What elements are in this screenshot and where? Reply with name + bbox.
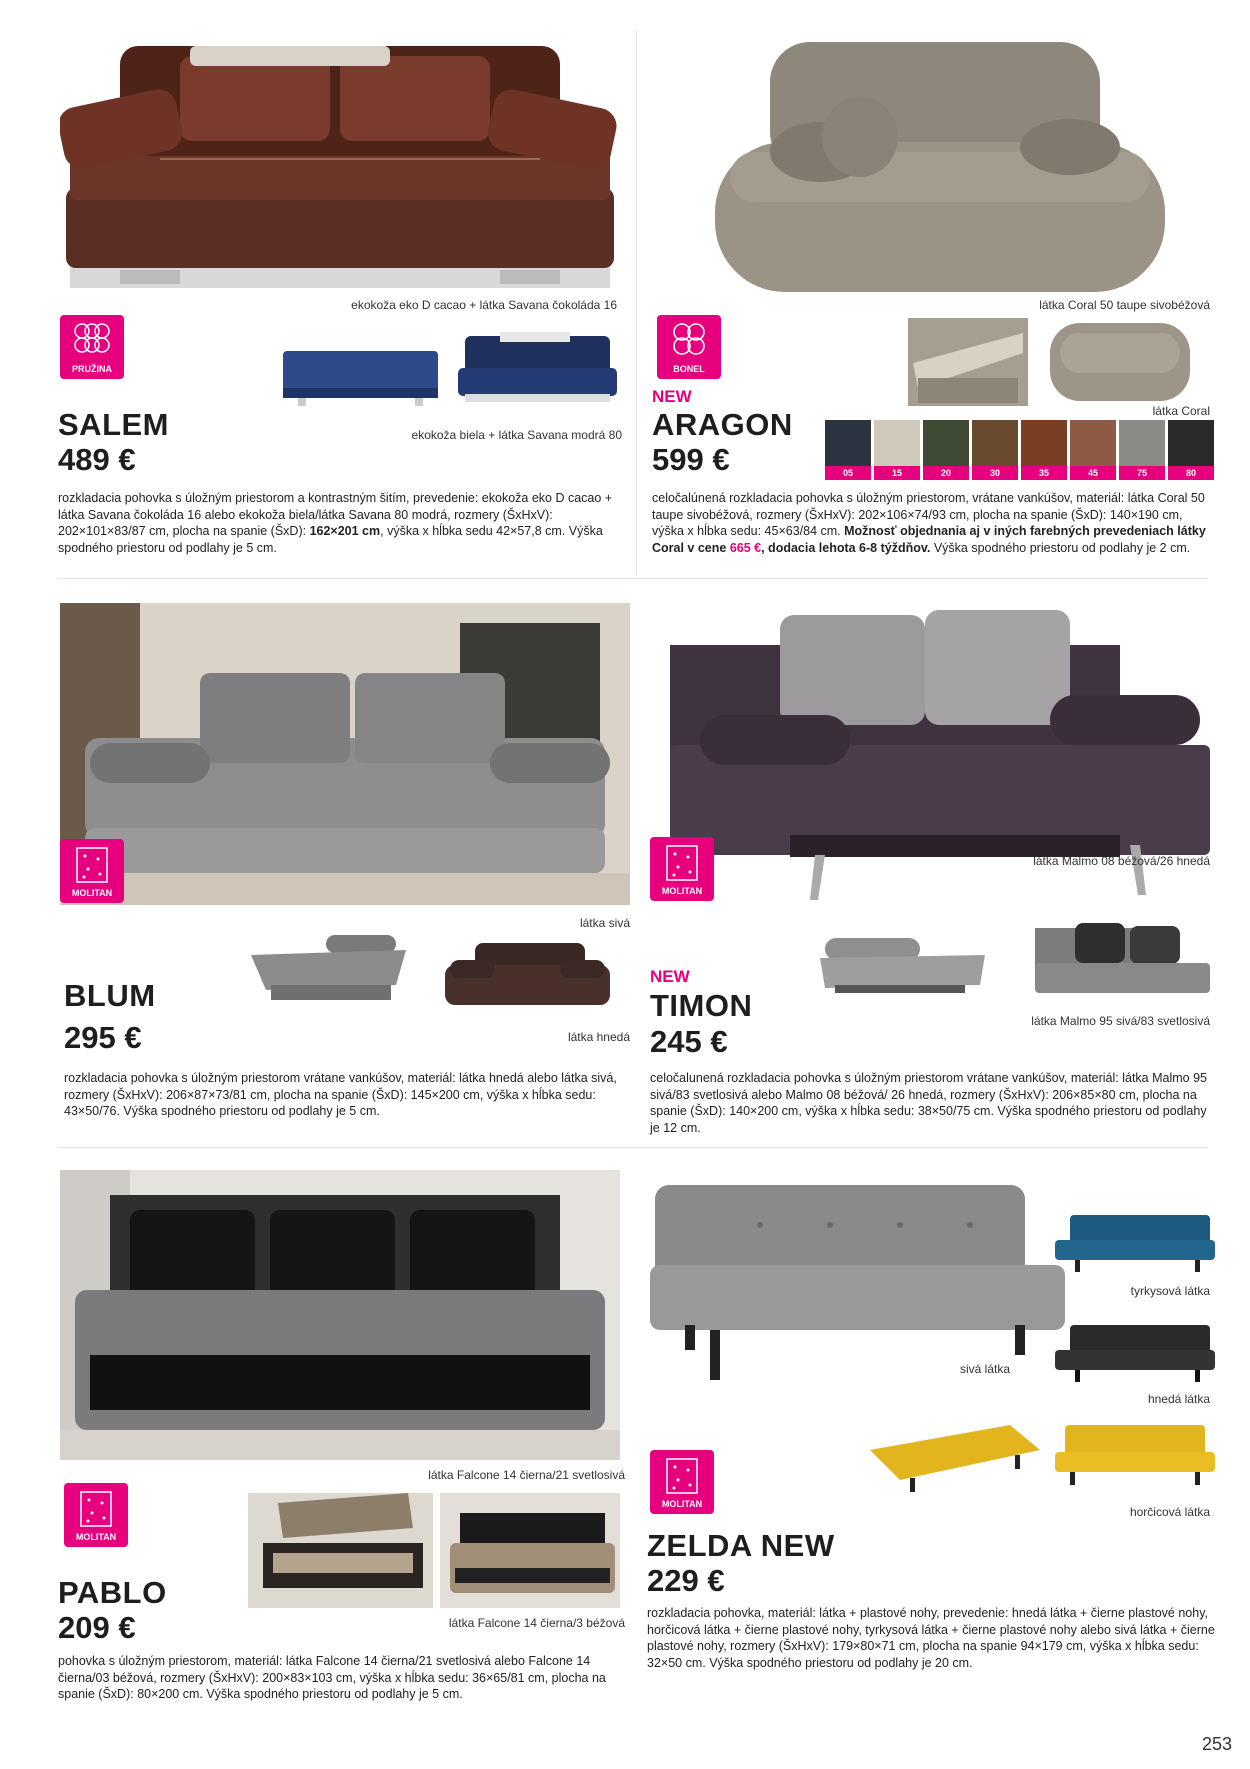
pablo-thumb-open — [248, 1493, 433, 1608]
pablo-badge-label: MOLITAN — [75, 1532, 117, 1542]
aragon-caption-1: látka Coral 50 taupe sivobéžová — [1039, 298, 1210, 312]
salem-thumb-sofa — [455, 328, 620, 408]
swatch-75[interactable]: 75 — [1119, 420, 1165, 480]
zelda-thumb-mustard-bed — [870, 1420, 1040, 1495]
timon-new-tag: NEW — [650, 967, 690, 986]
swatch-30[interactable]: 30 — [972, 420, 1018, 480]
swatch-35[interactable]: 35 — [1021, 420, 1067, 480]
pablo-price: 209 € — [58, 1610, 136, 1645]
foam-icon — [666, 845, 698, 881]
zelda-thumb-mustard-sofa — [1055, 1420, 1215, 1488]
blum-price: 295 € — [64, 1020, 142, 1055]
salem-thumb-bed — [278, 336, 443, 411]
zelda-title: ZELDA NEW — [647, 1528, 835, 1563]
salem-description: rozkladacia pohovka s úložným priestorom a kontrastným šitím, prevedenie: ekokoža eko D cacao + látka Savana čokoláda 16 alebo ekokoža biela/látka Savana 80 modrá, rozmery (ŠxHxV): 202×101×83/87 cm, plocha na spanie (ŠxD): 162×201 cm, výška x hĺbka sedu 42×57,8 cm. Výška spodného priestoru od podlahy je 5 cm. — [58, 491, 613, 555]
salem-price: 489 € — [58, 442, 136, 477]
zelda-badge-label: MOLITAN — [661, 1499, 703, 1509]
swatch-05[interactable]: 05 — [825, 420, 871, 480]
pablo-description: pohovka s úložným priestorom, materiál: látka Falcone 14 čierna/21 svetlosivá alebo Falcone 14 čierna/03 béžová, rozmery (ŠxHxV): 200×83×103 cm, výška x hĺbka sedu: 36×65/81 cm, plocha na spanie (ŠxD): 80×200 cm. Výška spodného priestoru od podlahy je 5 cm. — [58, 1654, 606, 1701]
zelda-caption-2: sivá látka — [959, 1362, 1010, 1376]
pablo-thumb-sofa — [440, 1493, 620, 1608]
swatch-20[interactable]: 20 — [923, 420, 969, 480]
salem-main-image — [60, 38, 620, 288]
foam-icon — [666, 1458, 698, 1494]
timon-badge — [650, 837, 714, 901]
pablo-badge — [64, 1483, 128, 1547]
zelda-main-image — [650, 1180, 1070, 1385]
timon-title: TIMON — [650, 988, 753, 1023]
pablo-caption-1: látka Falcone 14 čierna/21 svetlosivá — [428, 1468, 625, 1482]
pablo-caption-2: látka Falcone 14 čierna/3 béžová — [448, 1616, 625, 1630]
salem-caption-2: ekokoža biela + látka Savana modrá 80 — [411, 428, 622, 442]
aragon-title: ARAGON — [652, 407, 793, 442]
blum-thumb-bed — [246, 930, 411, 1008]
aragon-badge — [657, 315, 721, 379]
aragon-caption-2: látka Coral — [1152, 404, 1210, 418]
swatch-45[interactable]: 45 — [1070, 420, 1116, 480]
blum-caption-1: látka sivá — [579, 916, 630, 930]
zelda-thumb-grey — [1055, 1320, 1215, 1385]
bonnell-spring-icon — [671, 321, 707, 357]
zelda-thumb-turquoise — [1055, 1210, 1215, 1275]
salem-title: SALEM — [58, 407, 169, 442]
blum-caption-2: látka hnedá — [567, 1030, 630, 1044]
blum-main-image — [60, 603, 630, 905]
blum-description: rozkladacia pohovka s úložným priestorom vrátane vankúšov, materiál: látka hnedá alebo látka sivá, rozmery (ŠxHxV): 206×87×73/81 cm, plocha na spanie (ŠxD): 145×200 cm, výška x hĺbka sedu: 43×50/76. Výška spodného priestoru od podlahy je 5 cm. — [64, 1071, 617, 1118]
foam-icon — [76, 847, 108, 883]
blum-badge-label: MOLITAN — [71, 888, 113, 898]
timon-badge-label: MOLITAN — [661, 886, 703, 896]
aragon-description: celočalúnená rozkladacia pohovka s úložným priestorom, vrátane vankúšov, materiál: látka Coral 50 taupe sivobéžová, rozmery (ŠxHxV): 202×106×74/93 cm, plocha na spanie (ŠxD): 140×190 cm, výška x hĺbka sedu: 45×63/84 cm. Možnosť objednania aj v iných farebných prevedeniach látky Coral v cene 665 €, dodacia lehota 6-8 týždňov. Výška spodného priestoru od podlahy je 2 cm. — [652, 491, 1206, 555]
timon-caption-2: látka Malmo 95 sivá/83 svetlosivá — [1031, 1014, 1210, 1028]
zelda-description: rozkladacia pohovka, materiál: látka + plastové nohy, prevedenie: hnedá látka + čierne plastové nohy, horčicová látka + čierne plastové nohy, tyrkysová látka + čierne plastové nohy alebo sivá látka + čierne plastové nohy, rozmery (ŠxHxV): 179×80×71 cm, plocha na spanie 94×179 cm, výška x hĺbka sedu: 32×50 cm. Výška spodného priestoru od podlahy je 20 cm. — [647, 1606, 1215, 1670]
row-divider-2 — [58, 1147, 1208, 1148]
aragon-price: 599 € — [652, 442, 730, 477]
blum-badge — [60, 839, 124, 903]
zelda-price: 229 € — [647, 1563, 725, 1598]
timon-description: celočalunená rozkladacia pohovka s úložným priestorom vrátane vankúšov, materiál: látka Malmo 95 sivá/83 svetlosivá alebo Malmo 08 béžová/ 26 hnedá, rozmery (ŠxHxV): 206×85×80 cm, plocha na spanie (ŠxD): 140×200 cm, výška x hĺbka sedu: 38×50/75 cm. Výška spodného priestoru od podlahy je 12 cm. — [650, 1071, 1207, 1135]
aragon-badge-label: BONEL — [673, 364, 705, 374]
pablo-title: PABLO — [58, 1575, 167, 1610]
pablo-main-image — [60, 1170, 620, 1460]
zelda-badge — [650, 1450, 714, 1514]
row-divider-1 — [58, 578, 1208, 579]
salem-badge — [60, 315, 124, 379]
aragon-main-image — [710, 32, 1170, 297]
foam-icon — [80, 1491, 112, 1527]
zelda-caption-4: horčicová látka — [1129, 1505, 1210, 1519]
swatch-80[interactable]: 80 — [1168, 420, 1214, 480]
aragon-thumb-storage — [908, 318, 1028, 406]
zelda-caption-1: tyrkysová látka — [1130, 1284, 1210, 1298]
aragon-new-tag: NEW — [652, 387, 692, 406]
timon-caption-1: látka Malmo 08 béžová/26 hnedá — [1033, 854, 1210, 868]
swatch-15[interactable]: 15 — [874, 420, 920, 480]
blum-thumb-sofa — [440, 935, 615, 1015]
blum-title: BLUM — [64, 978, 156, 1013]
salem-badge-label: PRUŽINA — [72, 364, 112, 374]
aragon-thumb-bed — [1045, 318, 1195, 406]
spring-icon — [72, 321, 112, 357]
timon-thumb-sofa — [1035, 918, 1215, 1006]
salem-caption-1: ekokoža eko D cacao + látka Savana čokoláda 16 — [351, 298, 617, 312]
timon-thumb-bed — [815, 930, 990, 1010]
column-divider-top — [636, 30, 637, 575]
zelda-caption-3: hnedá látka — [1147, 1392, 1210, 1406]
timon-price: 245 € — [650, 1024, 728, 1059]
page-number: 253 — [1201, 1734, 1232, 1754]
